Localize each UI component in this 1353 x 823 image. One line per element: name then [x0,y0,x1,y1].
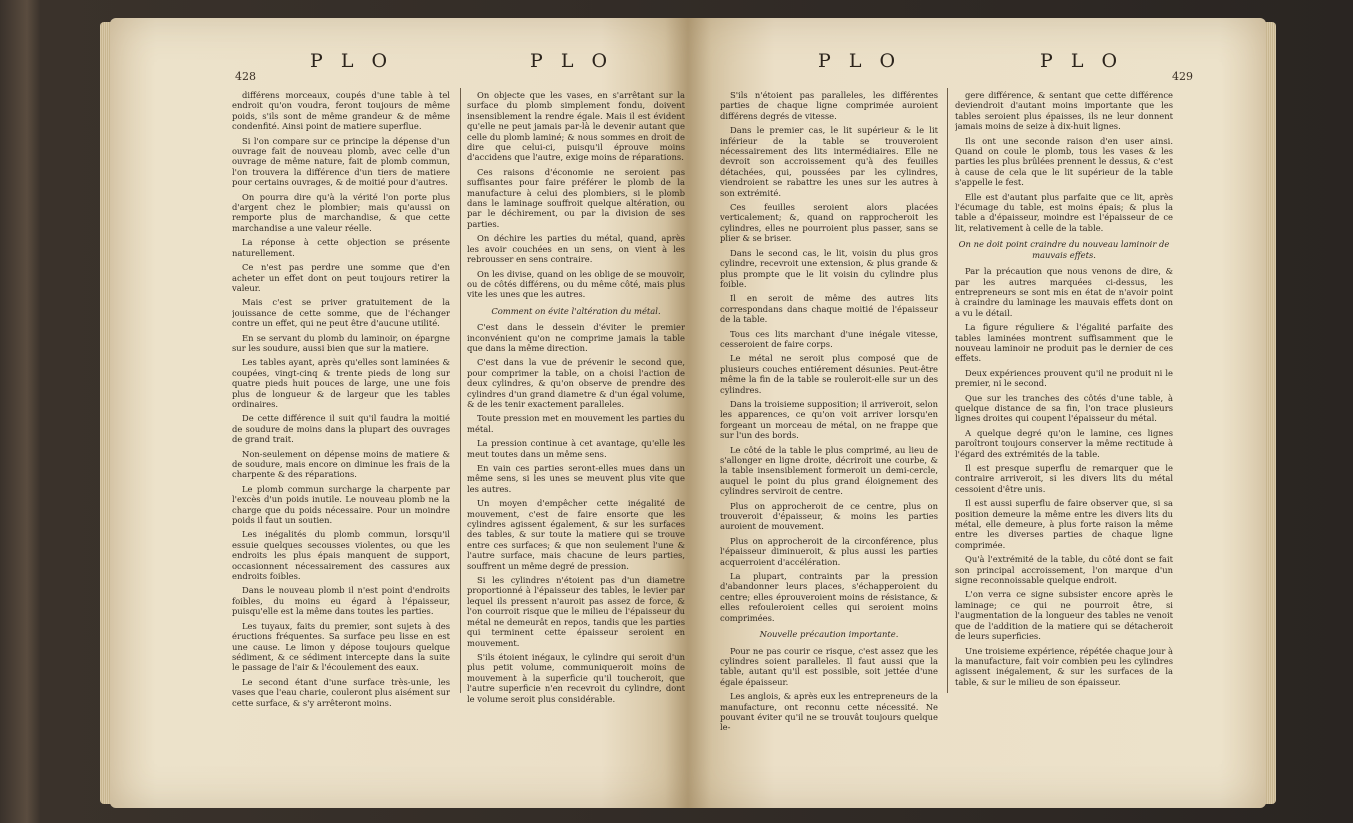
paragraph: On les divise, quand on les oblige de se mouvoir, ou de côtés différens, ou du même côté, mais plus vite les unes que les autres. [467,268,685,300]
paragraph: Si l'on compare sur ce principe la dépense d'un ouvrage fait de nouveau plomb, avec celle d'un ouvrage de même nature, fait de plomb commun, l'on trouvera la différence d'un tiers de matiere pour certains ouvrages, & de moitié pour d'autres. [232,135,450,188]
right-column-2 [955,90,1173,790]
paragraph: Pour ne pas courir ce risque, c'est assez que les cylindres soient paralleles. Il faut aussi que la table, autant qu'il est possible, soit jettée d'une égale épaisseur. [720,645,938,687]
right-header-left: P L O [818,50,902,72]
paragraph: S'ils étoient inégaux, le cylindre qui seroit d'un plus petit volume, communiqueroit moins de mouvement à la superficie qu'il toucheroit, que l'autre superficie n'en recevroit du cylindre, dont le volume seroit plus considérable. [467,651,685,704]
paragraph: Non-seulement on dépense moins de matiere & de soudure, mais encore on diminue les frais de la charpente & des réparations. [232,448,450,480]
right-column-rule [947,88,948,693]
paragraph: Toute pression met en mouvement les parties du métal. [467,413,685,434]
paragraph: Une troisieme expérience, répétée chaque jour à la manufacture, fait voir combien peu les cylindres agissent inégalement, & sur les surfaces de la table, & sur le milieu de son épaisseur. [955,645,1173,687]
left-header-left: P L O [310,50,394,72]
paragraph: A quelque degré qu'on le lamine, ces lignes paroîtront toujours conserver la même rectitude à l'égard des extrémités de la table. [955,427,1173,459]
paragraph: Par la précaution que nous venons de dire, & par les autres marquées ci-dessus, les entrepreneurs se sont mis en état de n'avoir point à craindre du laminage les mauvais effets dont on a vu le détail. [955,266,1173,318]
paragraph: Qu'à l'extrémité de la table, du côté dont se fait son principal accroissement, l'on marque d'un signe reconnoissable quelque endroit. [955,554,1173,586]
paragraph: Deux expériences prouvent qu'il ne produit ni le premier, ni le second. [955,367,1173,389]
paragraph: Que sur les tranches des côtés d'une table, à quelque distance de sa fin, l'on trace plusieurs lignes droites qui coupent l'épaisseur du métal. [955,392,1173,424]
paragraph: Il est presque superflu de remarquer que le contraire arriveroit, si les divers lits du métal cessoient d'être unis. [955,463,1173,494]
paragraph: Dans le premier cas, le lit supérieur & le lit inférieur de la table se trouveroient nécessairement des lits intermédiaires. Elle ne devroit son accroissement qu'à des feuilles détachées, qui, poussées par les cylindres, viendroient se rabattre les unes sur les autres à son extrémité. [720,125,938,198]
paragraph: En se servant du plomb du laminoir, on épargne sur les soudure, aussi bien que sur la matiere. [232,332,450,353]
paragraph: Ces feuilles seroient alors placées verticalement; &, quand on rapprocheroit les cylindres, elles ne pourroient plus passer, sans se plier & se briser. [720,202,938,244]
paragraph: S'ils n'étoient pas paralleles, les différentes parties de chaque ligne comprimée auroient différens degrés de vitesse. [720,90,938,121]
paragraph: De cette différence il suit qu'il faudra la moitié de soudure de moins dans la plupart des ouvrages de grand trait. [232,413,450,445]
paragraph: Mais c'est se priver gratuitement de la jouissance de cette somme, que de l'échanger contre un effet, qui ne peut être d'aucune utilité. [232,297,450,329]
paragraph: Ils ont une seconde raison d'en user ainsi. Quand on coule le plomb, tous les vases & les parties les plus brûlées prennent le dessus, & c'est à cause de cela que le lit supérieur de la table s'appelle le fest. [955,135,1173,188]
paragraph: La plupart, contraints par la pression d'abandonner leurs places, s'échapperoient du centre; elles éprouveroient moins de résistance, & elles refouleroient celles qui seroient moins comprimées. [720,571,938,623]
paragraph: Plus on approcheroit de la circonférence, plus l'épaisseur diminueroit, & plus aussi les parties acquerroient d'accélération. [720,535,938,567]
paragraph: gere différence, & sentant que cette différence deviendroit d'autant moins importante que les tables seroient plus épaisses, ils ne leur donnent jamais moins de seize à dix-huit lignes. [955,90,1173,132]
paragraph: Le plomb commun surcharge la charpente par l'excès d'un poids inutile. Le nouveau plomb ne la charge que du poids nécessaire. Pour un moindre poids il faut un soutien. [232,483,450,526]
paragraph: Elle est d'autant plus parfaite que ce lit, après l'écumage du table, est moins épais; & plus la table a d'épaisseur, moindre est l'épaisseur de ce lit, relativement à celle de la table. [955,191,1173,233]
paragraph: La pression continue à cet avantage, qu'elle les meut toutes dans un même sens. [467,438,685,459]
left-column-2 [467,90,685,790]
paragraph: Dans le second cas, le lit, voisin du plus gros cylindre, recevroit une extension, & plus grande & plus prompte que le lit voisin du cylindre plus foible. [720,247,938,289]
right-header-right: P L O [1040,50,1124,72]
left-page-number: 428 [235,70,256,83]
paragraph: Le second étant d'une surface très-unie, les vases que l'eau charie, couleront plus aisément sur cette surface, & s'y arrêteront moins. [232,676,450,708]
right-page-number: 429 [1172,70,1193,83]
paragraph: Ces raisons d'économie ne seroient pas suffisantes pour faire préférer le plomb de la manufacture à celui des plombiers, si le plomb dans le laminage souffroit quelque altération, ou par le déchirement, ou par la division de ses parties. [467,166,685,229]
paragraph: Tous ces lits marchant d'une inégale vitesse, cesseroient de faire corps. [720,328,938,349]
paragraph: Les inégalités du plomb commun, lorsqu'il essuie quelques secousses violentes, ou que les endroits les plus épais manquent de support, occasionnent nécessairement des cassures aux endroits foibles. [232,529,450,582]
paragraph: Ce n'est pas perdre une somme que d'en acheter un effet dont on peut toujours retirer la valeur. [232,262,450,293]
paragraph: Les anglois, & après eux les entrepreneurs de la manufacture, ont reconnu cette nécessité. Ne pouvant éviter qu'il ne se trouvât toujours quelque le- [720,691,938,733]
paragraph: Il est aussi superflu de faire observer que, si sa position demeure la même entre les divers lits du métal, elle demeure, à plus forte raison la même entre les diverses parties de chaque ligne comprimée. [955,498,1173,550]
paragraph: Un moyen d'empêcher cette inégalité de mouvement, c'est de faire ensorte que les cylindres agissent également, & sur les surfaces des tables, & sur toute la matiere qui se trouve entre ces surfaces; & que non seulement l'une & l'autre surface, mais chacune de leurs parties, souffrent un même degré de pression. [467,498,685,571]
paragraph: Il en seroit de même des autres lits correspondans dans chaque moitié de l'épaisseur de la table. [720,293,938,325]
paragraph: L'on verra ce signe subsister encore après le laminage; ce qui ne pourroit être, si l'augmentation de la longueur des tables ne venoit que de l'addition de la matiere qui se détacheroit de leurs superficies. [955,589,1173,642]
paragraph: Si les cylindres n'étoient pas d'un diametre proportionné à l'épaisseur des tables, le levier par lequel ils pressent n'auroit pas assez de force, & l'on courroit risque que le milieu de l'épaisseur du métal ne demeurât en repos, tandis que les parties qui terminent cette épaisseur seroient en mouvement. [467,575,685,648]
paragraph: C'est dans le dessein d'éviter le premier inconvénient qu'on ne comprime jamais la table que dans la même direction. [467,322,685,353]
right-column-1 [720,90,938,790]
section-heading: Comment on évite l'altération du métal. [491,305,661,316]
paragraph: On objecte que les vases, en s'arrêtant sur la surface du plomb simplement fondu, doivent insensiblement la rendre égale. Mais il est évident qu'elle ne peut jamais par-là le devenir autant que celle du plomb laminé; & nous sommes en droit de dire que celui-ci, puisqu'il éprouve moins d'accidens que l'autre, exige moins de réparations. [467,90,685,163]
left-column-rule [460,88,461,693]
paragraph: En vain ces parties seront-elles mues dans un même sens, si les unes se meuvent plus vite que les autres. [467,463,685,494]
section-heading: On ne doit point craindre du nouveau laminoir de mauvais effets. [958,239,1170,260]
left-column-1 [232,90,450,790]
paragraph: On pourra dire qu'à la vérité l'on porte plus d'argent chez le plombier; mais qu'aussi on remporte plus de marchandise, & que cette marchandise a une valeur réelle. [232,191,450,233]
paragraph: On déchire les parties du métal, quand, après les avoir couchées en un sens, on vient à les rebrousser en sens contraire. [467,233,685,265]
paragraph: Plus on approcheroit de ce centre, plus on trouveroit d'épaisseur, & moins les parties auroient de mouvement. [720,500,938,532]
section-heading: Nouvelle précaution importante. [759,629,899,640]
paragraph: Le métal ne seroit plus composé que de plusieurs couches entiérement désunies. Peut-être même la fin de la table se rouleroit-elle sur un des cylindres. [720,353,938,395]
paragraph: Dans le nouveau plomb il n'est point d'endroits foibles, du moins eu égard à l'épaisseur, puisqu'elle est la même dans toutes les parties. [232,585,450,617]
paragraph: différens morceaux, coupés d'une table à tel endroit qu'on voudra, feront toujours de même poids, s'ils sont de même grandeur & de même condenfité. Ainsi point de matiere superflue. [232,90,450,132]
paragraph: La réponse à cette objection se présente naturellement. [232,237,450,258]
paragraph: Les tuyaux, faits du premier, sont sujets à des éructions fréquentes. Sa surface peu lisse en est une cause. Le limon y dépose toujours quelque sédiment, & ce sédiment intercepte dans la suite le passage de l'air & l'écoulement des eaux. [232,620,450,673]
paragraph: Le côté de la table le plus comprimé, au lieu de s'allonger en ligne droite, décriroit une courbe, & la table insensiblement formeroit un demi-cercle, auquel le point du plus grand éloignement des cylindres serviroit de centre. [720,444,938,497]
left-header-right: P L O [530,50,614,72]
paragraph: La figure réguliere & l'égalité parfaite des tables laminées montrent suffisamment que le nouveau laminoir ne produit pas le dernier de ces effets. [955,322,1173,364]
paragraph: C'est dans la vue de prévenir le second que, pour comprimer la table, on a choisi l'action de deux cylindres, & qu'on observe de prendre des cylindres d'un grand diametre & d'un égal volume, & de les tenir exactement paralleles. [467,357,685,409]
paragraph: Dans la troisieme supposition; il arriveroit, selon les apparences, ce qu'on voit arriver lorsqu'en forgeant un morceau de métal, on ne frappe que sur l'un des bords. [720,398,938,441]
paragraph: Les tables ayant, après qu'elles sont laminées & coupées, vingt-cinq & trente pieds de long sur quatre pieds huit pouces de large, une une fois plus de longueur & de largeur que les tables ordinaires. [232,357,450,409]
